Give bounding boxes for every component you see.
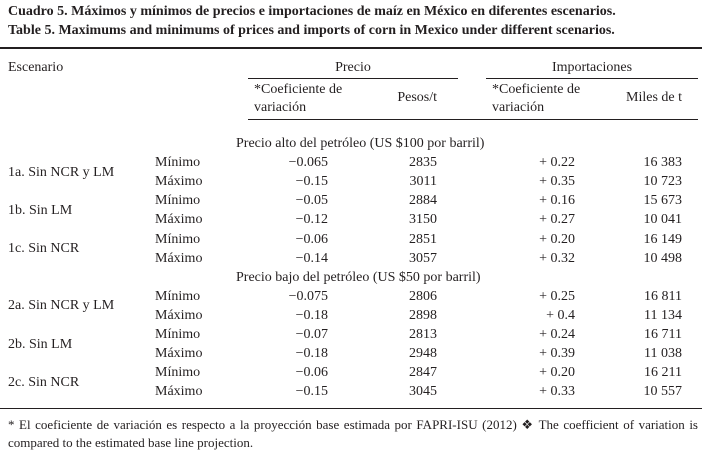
importaciones-underline (486, 78, 698, 79)
cell-cv-precio: −0.18 (295, 346, 328, 362)
cell-cv-precio: −0.05 (295, 193, 328, 209)
row-label: Máximo (155, 174, 203, 190)
cell-cv-precio: −0.15 (295, 174, 328, 190)
cell-miles: 10 498 (643, 250, 682, 266)
scenario-name: 1a. Sin NCR y LM (8, 164, 115, 180)
cell-cv-importaciones: + 0.16 (539, 193, 575, 209)
cell-cv-precio: −0.12 (295, 212, 328, 228)
cell-pesos: 2835 (409, 155, 437, 171)
cell-miles: 11 038 (644, 346, 682, 362)
table-caption (8, 2, 698, 40)
header-precio: Precio (335, 60, 371, 75)
cell-cv-precio: −0.065 (288, 155, 328, 171)
section-title: Precio bajo del petróleo (US $50 por barril) (236, 269, 481, 285)
cell-cv-importaciones: + 0.4 (546, 307, 575, 323)
cell-cv-importaciones: + 0.20 (539, 365, 575, 381)
caption-english: Table 5. Maximums and minimums of prices and imports of corn in Mexico under different scenarios. (8, 23, 615, 38)
cell-miles: 16 149 (643, 231, 682, 247)
cell-cv-importaciones: + 0.25 (539, 288, 575, 304)
top-rule (0, 47, 702, 49)
cell-pesos: 2948 (409, 346, 437, 362)
cell-miles: 11 134 (644, 307, 682, 323)
cell-miles: 16 383 (643, 155, 682, 171)
scenario-name: 2b. Sin LM (8, 336, 73, 352)
cell-cv-precio: −0.14 (295, 250, 328, 266)
row-label: Máximo (155, 346, 203, 362)
row-label: Máximo (155, 384, 203, 400)
cell-cv-importaciones: + 0.22 (539, 155, 575, 171)
row-label: Máximo (155, 212, 203, 228)
header-cv-import-line2: variación (492, 100, 545, 115)
footnote: * El coeficiente de variación es respecto a la proyección base estimada por FAPRI-ISU (2012) ❖ The coefficient of variation is compared to the estimated base line projection. (8, 417, 698, 450)
row-label: Mínimo (155, 365, 201, 381)
cell-cv-precio: −0.06 (295, 231, 328, 247)
cell-cv-importaciones: + 0.33 (539, 384, 575, 400)
row-label: Mínimo (155, 327, 201, 342)
header-cv-precio (254, 81, 374, 117)
scenario-name: 1b. Sin LM (8, 202, 73, 218)
cell-cv-importaciones: + 0.39 (539, 346, 575, 362)
cell-miles: 16 711 (644, 327, 682, 342)
cell-pesos: 2813 (409, 327, 437, 342)
row-label: Mínimo (155, 231, 201, 247)
section-title: Precio alto del petróleo (US $100 por barril) (236, 136, 485, 151)
cell-pesos: 3011 (409, 174, 437, 190)
row-label: Máximo (155, 250, 203, 266)
header-cv-import-line1: *Coeficiente de (492, 82, 581, 97)
cell-pesos: 3150 (409, 212, 437, 228)
caption-spanish: Cuadro 5. Máximos y mínimos de precios e importaciones de maíz en México en diferentes escenarios. (8, 4, 616, 19)
cell-pesos: 2806 (409, 288, 437, 304)
cell-pesos: 2898 (409, 307, 437, 323)
header-cv-precio-line1: *Coeficiente de (254, 82, 343, 97)
header-cv-importaciones (492, 81, 612, 117)
header-rule (248, 119, 698, 120)
scenario-name: 1c. Sin NCR (8, 241, 80, 257)
scenario-name: 2a. Sin NCR y LM (8, 298, 115, 314)
cell-cv-importaciones: + 0.27 (539, 212, 575, 228)
row-label: Máximo (155, 307, 203, 323)
cell-miles: 15 673 (643, 193, 682, 209)
cell-pesos: 3045 (409, 384, 437, 400)
cell-pesos: 2884 (409, 193, 437, 209)
cell-pesos: 2847 (409, 365, 437, 381)
cell-cv-importaciones: + 0.24 (539, 327, 575, 342)
cell-pesos: 3057 (409, 250, 437, 266)
cell-miles: 10 723 (643, 174, 682, 190)
cell-cv-importaciones: + 0.20 (539, 231, 575, 247)
cell-pesos: 2851 (409, 231, 437, 247)
cell-cv-precio: −0.18 (295, 307, 328, 323)
header-miles: Miles de t (626, 90, 682, 105)
cell-miles: 16 811 (644, 288, 682, 304)
cell-miles: 16 211 (644, 365, 682, 381)
row-label: Mínimo (155, 155, 201, 171)
header-escenario: Escenario (8, 60, 64, 75)
cell-cv-precio: −0.06 (295, 365, 328, 381)
header-cv-precio-line2: variación (254, 100, 307, 115)
cell-cv-precio: −0.15 (295, 384, 328, 400)
cell-cv-importaciones: + 0.32 (539, 250, 575, 266)
cell-cv-importaciones: + 0.35 (539, 174, 575, 190)
cell-miles: 10 041 (643, 212, 682, 228)
precio-underline (248, 78, 458, 79)
row-label: Mínimo (155, 193, 201, 209)
scenario-name: 2c. Sin NCR (8, 374, 80, 390)
cell-miles: 10 557 (643, 384, 682, 400)
header-importaciones: Importaciones (551, 60, 633, 75)
bottom-rule (0, 408, 702, 409)
header-pesos: Pesos/t (397, 90, 437, 105)
cell-cv-precio: −0.075 (288, 288, 328, 304)
cell-cv-precio: −0.07 (295, 327, 328, 342)
row-label: Mínimo (155, 288, 201, 304)
